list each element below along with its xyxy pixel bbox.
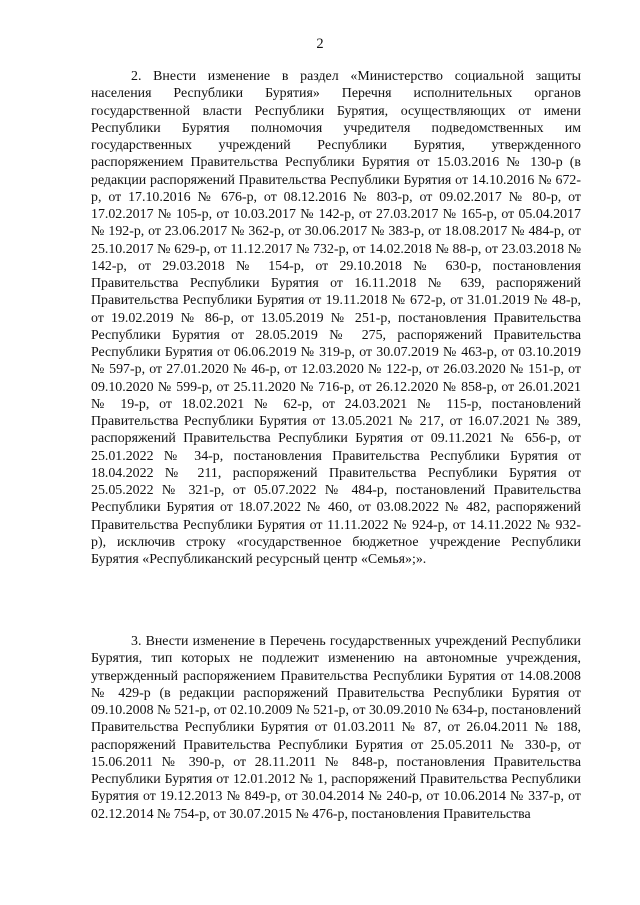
- page-number: 2: [316, 36, 324, 52]
- paragraph-item-2: 2. Внести изменение в раздел «Министерство социальной защиты населения Республики Бурятия» Перечня исполнительных органов государственной власти Республики Бурятия, осуществляющих от имени Республики Бурятия полномочия учредителя подведомственных им государственных учреждений Республики Бурятия, утвержденного распоряжением Правительства Республики Бурятия от 15.03.2016 № 130-р (в редакции распоряжений Правительства Республики Бурятия от 14.10.2016 № 672-р, от 17.10.2016 № 676-р, от 08.12.2016 № 803-р, от 09.02.2017 № 80-р, от 17.02.2017 № 105-р, от 10.03.2017 № 142-р, от 27.03.2017 № 165-р, от 05.04.2017 № 192-р, от 23.06.2017 № 362-р, от 30.06.2017 № 383-р, от 18.08.2017 № 484-р, от 25.10.2017 № 629-р, от 11.12.2017 № 732-р, от 14.02.2018 № 88-р, от 23.03.2018 № 142-р, от 29.03.2018 № 154-р, от 29.10.2018 № 630-р, постановления Правительства Республики Бурятия от 16.11.2018 № 639, распоряжений Правительства Республики Бурятия от 19.11.2018 № 672-р, от 31.01.2019 № 48-р, от 19.02.2019 № 86-р, от 13.05.2019 № 251-р, постановления Правительства Республики Бурятия от 28.05.2019 № 275, распоряжений Правительства Республики Бурятия от 06.06.2019 № 319-р, от 30.07.2019 № 463-р, от 03.10.2019 № 597-р, от 27.01.2020 № 46-р, от 12.03.2020 № 122-р, от 26.03.2020 № 151-р, от 09.10.2020 № 599-р, от 25.11.2020 № 716-р, от 26.12.2020 № 858-р, от 26.01.2021 № 19-р, от 18.02.2021 № 62-р, от 24.03.2021 № 115-р, постановлений Правительства Республики Бурятия от 13.05.2021 № 217, от 16.07.2021 № 389, распоряжений Правительства Республики Бурятия от 09.11.2021 № 656-р, от 25.01.2022 № 34-р, постановления Правительства Республики Бурятия от 18.04.2022 № 211, распоряжений Правительства Республики Бурятия от 25.05.2022 № 321-р, от 05.07.2022 № 484-р, постановлений Правительства Республики Бурятия от 18.07.2022 № 460, от 03.08.2022 № 482, распоряжений Правительства Республики Бурятия от 11.11.2022 № 924-р, от 14.11.2022 № 932-р), исключив строку «государственное бюджетное учреждение Республики Бурятия «Республиканский ресурсный центр «Семья»;».: [91, 69, 581, 567]
- paragraph-item-3: 3. Внести изменение в Перечень государственных учреждений Республики Бурятия, тип которых не подлежит изменению на автономные учреждения, утвержденный распоряжением Правительства Республики Бурятия от 14.08.2008 № 429-р (в редакции распоряжений Правительства Республики Бурятия от 09.10.2008 № 521-р, от 02.10.2009 № 521-р, от 30.09.2010 № 634-р, постановлений Правительства Республики Бурятия от 01.03.2011 № 87, от 26.04.2011 № 188, распоряжений Правительства Республики Бурятия от 25.05.2011 № 330-р, от 15.06.2011 № 390-р, от 28.11.2011 № 848-р, постановления Правительства Республики Бурятия от 12.01.2012 № 1, распоряжений Правительства Республики Бурятия от 19.12.2013 № 849-р, от 30.04.2014 № 240-р, от 10.06.2014 № 337-р, от 02.12.2014 № 754-р, от 30.07.2015 № 476-р, постановления Правительства: [91, 634, 581, 822]
